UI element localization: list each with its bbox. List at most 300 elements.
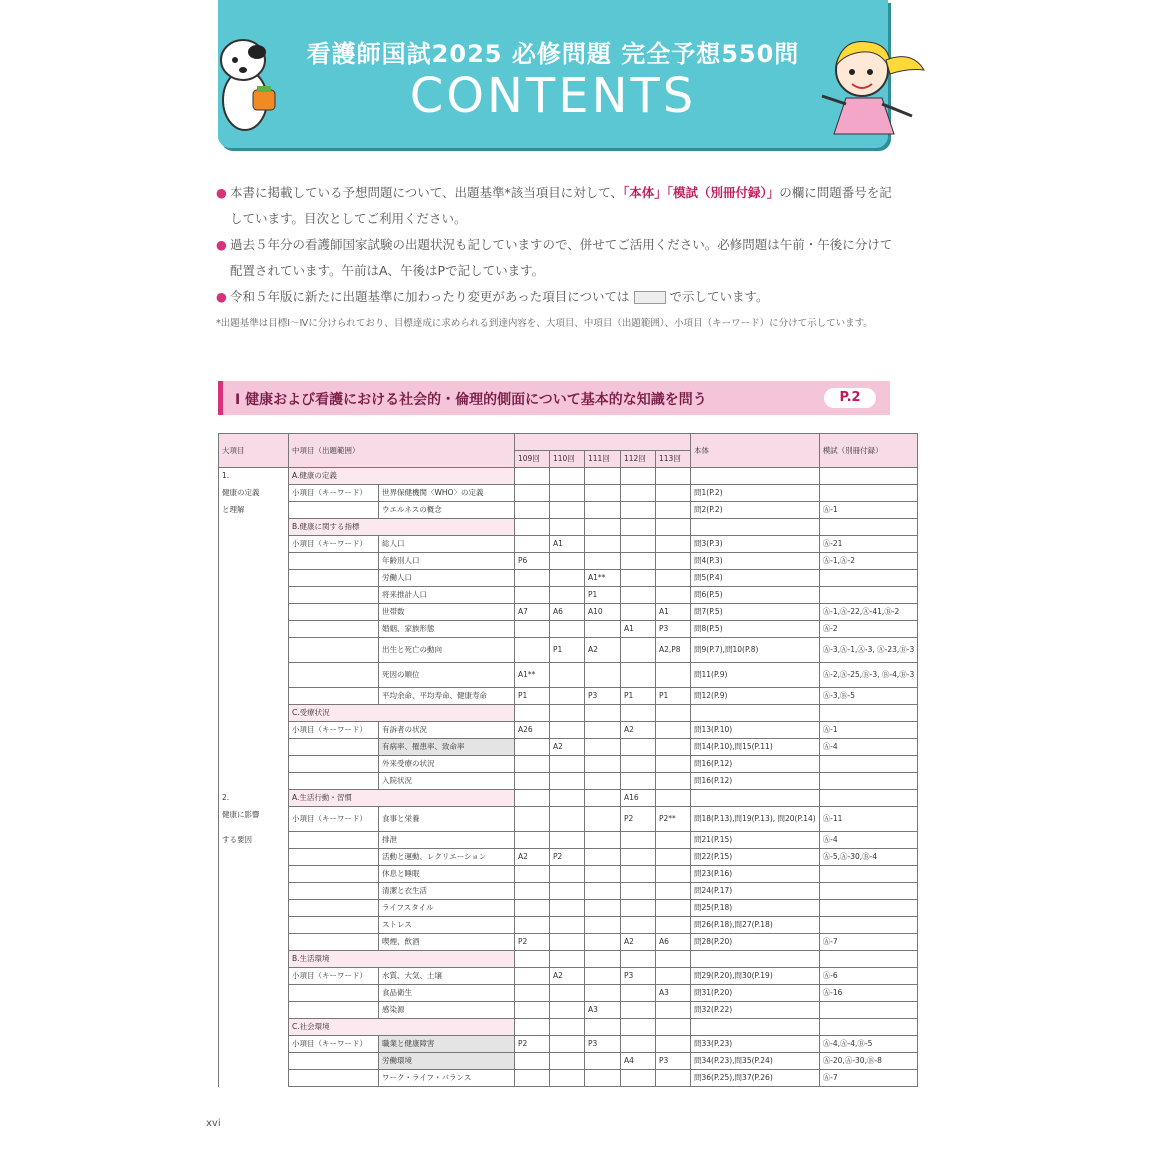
main-cell: 問32(P.22) — [691, 1002, 820, 1019]
mock-cell: Ⓐ-16 — [819, 985, 918, 1002]
keyword-cell — [289, 883, 379, 900]
mock-cell — [819, 951, 918, 968]
small-item-cell: 世界保健機関〈WHO〉の定義 — [379, 485, 515, 502]
year-cell — [515, 832, 550, 849]
keyword-cell — [289, 621, 379, 638]
year-cell — [656, 536, 691, 553]
mock-cell — [819, 790, 918, 807]
mock-cell: Ⓐ-4 — [819, 739, 918, 756]
main-cell: 問36(P.25),問37(P.26) — [691, 1070, 820, 1087]
keyword-cell — [289, 773, 379, 790]
middle-item-cell: C.受療状況 — [289, 705, 515, 722]
col-years-group — [515, 434, 691, 451]
small-item-cell: 労働人口 — [379, 570, 515, 587]
main-cell: 問16(P.12) — [691, 756, 820, 773]
major-cell: 2. — [219, 790, 289, 807]
major-cell — [219, 705, 289, 722]
year-cell — [656, 917, 691, 934]
middle-item-cell: A.生活行動・習慣 — [289, 790, 515, 807]
year-cell — [515, 587, 550, 604]
keyword-cell — [289, 756, 379, 773]
year-cell — [656, 1070, 691, 1087]
year-cell — [656, 1002, 691, 1019]
table-row — [219, 638, 918, 663]
year-cell: P3 — [585, 688, 621, 705]
year-cell — [656, 866, 691, 883]
year-cell: P1 — [515, 688, 550, 705]
major-cell — [219, 934, 289, 951]
main-cell: 問12(P.9) — [691, 688, 820, 705]
year-cell: A2 — [621, 934, 656, 951]
mock-cell — [819, 756, 918, 773]
small-item-cell: 総人口 — [379, 536, 515, 553]
year-cell — [656, 739, 691, 756]
year-cell — [550, 688, 585, 705]
small-item-cell: 有病率、罹患率、致命率 — [379, 739, 515, 756]
year-cell — [585, 951, 621, 968]
book-title: 看護師国試2025 必修問題 完全予想550問 — [306, 40, 800, 68]
keyword-cell: 小項目（キーワード） — [289, 807, 379, 832]
col-mock: 模試（別冊付録） — [819, 434, 918, 468]
year-cell — [515, 1053, 550, 1070]
middle-item-cell: B.生活環境 — [289, 951, 515, 968]
mock-cell: Ⓐ-1,Ⓐ-2 — [819, 553, 918, 570]
major-cell — [219, 883, 289, 900]
year-cell: A16 — [621, 790, 656, 807]
mock-cell: Ⓐ-5,Ⓐ-30,Ⓑ-4 — [819, 849, 918, 866]
major-cell — [219, 553, 289, 570]
year-cell — [621, 917, 656, 934]
main-cell — [691, 790, 820, 807]
mock-cell: Ⓐ-7 — [819, 934, 918, 951]
main-cell: 問13(P.10) — [691, 722, 820, 739]
table-section-row — [219, 951, 918, 968]
small-item-cell: ワーク・ライフ・バランス — [379, 1070, 515, 1087]
major-cell — [219, 1002, 289, 1019]
year-cell — [550, 917, 585, 934]
note-text: 本書に掲載している予想問題について、出題基準 — [230, 185, 505, 200]
table-section-row — [219, 1019, 918, 1036]
year-cell: A2,P8 — [656, 638, 691, 663]
year-cell — [621, 739, 656, 756]
small-item-cell: 感染源 — [379, 1002, 515, 1019]
year-cell — [585, 756, 621, 773]
changed-item-marker — [634, 291, 666, 304]
mock-cell: Ⓐ-2 — [819, 621, 918, 638]
small-item-cell: ライフスタイル — [379, 900, 515, 917]
nurse-girl-illustration — [812, 30, 932, 140]
keyword-cell: 小項目（キーワード） — [289, 722, 379, 739]
year-cell — [621, 773, 656, 790]
table-row — [219, 739, 918, 756]
year-cell — [656, 587, 691, 604]
table-row — [219, 570, 918, 587]
year-cell — [621, 536, 656, 553]
year-cell — [550, 985, 585, 1002]
year-cell — [585, 1053, 621, 1070]
year-cell — [550, 468, 585, 485]
small-item-cell: 水質、大気、土壌 — [379, 968, 515, 985]
major-cell — [219, 1036, 289, 1053]
main-cell: 問3(P.3) — [691, 536, 820, 553]
table-row — [219, 985, 918, 1002]
year-cell — [621, 604, 656, 621]
year-cell — [585, 917, 621, 934]
table-row — [219, 900, 918, 917]
main-cell — [691, 705, 820, 722]
year-cell: P2 — [621, 807, 656, 832]
year-cell — [585, 900, 621, 917]
year-cell — [656, 705, 691, 722]
year-cell — [621, 663, 656, 688]
mock-cell: Ⓐ-3,Ⓑ-5 — [819, 688, 918, 705]
year-cell — [550, 790, 585, 807]
table-row — [219, 832, 918, 849]
mock-cell — [819, 917, 918, 934]
year-cell — [515, 739, 550, 756]
major-cell — [219, 688, 289, 705]
mock-cell — [819, 1019, 918, 1036]
year-cell — [621, 485, 656, 502]
year-cell — [585, 519, 621, 536]
table-row — [219, 502, 918, 519]
note-text: 令和５年版に新たに出題基準に加わったり変更があった項目については — [230, 289, 630, 304]
year-cell — [621, 638, 656, 663]
year-cell — [621, 1036, 656, 1053]
year-cell — [515, 705, 550, 722]
table-section-row — [219, 790, 918, 807]
major-cell — [219, 621, 289, 638]
main-cell: 問18(P.13),問19(P.13), 問20(P.14) — [691, 807, 820, 832]
year-cell — [550, 570, 585, 587]
mock-cell: Ⓐ-1 — [819, 502, 918, 519]
year-cell: P1 — [621, 688, 656, 705]
year-cell: A10 — [585, 604, 621, 621]
table-body — [219, 468, 918, 1087]
table-row — [219, 866, 918, 883]
year-cell: A4 — [621, 1053, 656, 1070]
year-cell — [550, 807, 585, 832]
year-cell — [550, 1019, 585, 1036]
keyword-cell — [289, 570, 379, 587]
year-cell — [656, 485, 691, 502]
year-cell: A2 — [515, 849, 550, 866]
year-cell — [656, 722, 691, 739]
table-row — [219, 621, 918, 638]
major-cell — [219, 638, 289, 663]
mock-cell — [819, 1002, 918, 1019]
year-cell — [621, 705, 656, 722]
year-cell — [585, 968, 621, 985]
major-cell: する要因 — [219, 832, 289, 849]
year-cell: P2** — [656, 807, 691, 832]
year-cell — [621, 832, 656, 849]
year-cell — [515, 570, 550, 587]
table-row — [219, 553, 918, 570]
keyword-cell — [289, 900, 379, 917]
table-row — [219, 917, 918, 934]
mock-cell: Ⓐ-3,Ⓐ-1,Ⓐ-3, Ⓐ-23,Ⓑ-3 — [819, 638, 918, 663]
major-cell — [219, 968, 289, 985]
main-cell: 問16(P.12) — [691, 773, 820, 790]
year-cell — [621, 756, 656, 773]
mock-cell — [819, 570, 918, 587]
small-item-cell: 世帯数 — [379, 604, 515, 621]
page-number: xvi — [206, 1118, 221, 1129]
keyword-cell — [289, 1053, 379, 1070]
small-item-cell: 将来推計人口 — [379, 587, 515, 604]
year-cell — [621, 587, 656, 604]
bullet-icon: ● — [216, 185, 227, 200]
mock-cell: Ⓐ-4,Ⓐ-4,Ⓑ-5 — [819, 1036, 918, 1053]
note-text: 過去５年分の看護師国家試験の出題状況も記していますので、併せてご活用ください。必修問題は午前・午後に分けて配置されています。午前はA、午後はPで記しています。 — [230, 237, 893, 278]
small-item-cell: ストレス — [379, 917, 515, 934]
main-cell: 問14(P.10),問15(P.11) — [691, 739, 820, 756]
year-cell — [656, 790, 691, 807]
main-cell: 問5(P.4) — [691, 570, 820, 587]
year-cell — [515, 883, 550, 900]
small-item-cell: 出生と死亡の動向 — [379, 638, 515, 663]
year-cell — [621, 985, 656, 1002]
col-year: 113回 — [656, 451, 691, 468]
keyword-cell — [289, 934, 379, 951]
small-item-cell: 労働環境 — [379, 1053, 515, 1070]
footnote: *出題基準は目標Ⅰ〜Ⅳに分けられており、目標達成に求められる到達内容を、大項目、中項目（出題範囲）、小項目（キーワード）に分けて示しています。 — [216, 318, 873, 329]
major-cell — [219, 917, 289, 934]
year-cell — [550, 934, 585, 951]
major-cell: 1. — [219, 468, 289, 485]
year-cell — [515, 807, 550, 832]
main-cell — [691, 1019, 820, 1036]
introduction-notes — [216, 180, 896, 310]
col-year: 109回 — [515, 451, 550, 468]
year-cell: A1** — [585, 570, 621, 587]
keyword-cell — [289, 663, 379, 688]
year-cell — [656, 502, 691, 519]
small-item-cell: ウエルネスの概念 — [379, 502, 515, 519]
year-cell — [585, 934, 621, 951]
major-cell — [219, 739, 289, 756]
year-cell — [585, 739, 621, 756]
bullet-icon: ● — [216, 237, 227, 252]
mock-cell — [819, 705, 918, 722]
year-cell — [550, 502, 585, 519]
year-cell: A1 — [656, 604, 691, 621]
keyword-cell: 小項目（キーワード） — [289, 485, 379, 502]
year-cell: A2 — [585, 638, 621, 663]
table-row — [219, 587, 918, 604]
keyword-cell — [289, 638, 379, 663]
main-cell — [691, 468, 820, 485]
col-main: 本体 — [691, 434, 820, 468]
year-cell — [550, 883, 585, 900]
note-text: で示しています。 — [669, 289, 769, 304]
year-cell — [550, 756, 585, 773]
small-item-cell: 平均余命、平均寿命、健康寿命 — [379, 688, 515, 705]
year-cell — [621, 951, 656, 968]
year-cell — [621, 1070, 656, 1087]
year-cell — [515, 917, 550, 934]
year-cell — [515, 866, 550, 883]
year-cell — [585, 502, 621, 519]
mock-cell: Ⓐ-6 — [819, 968, 918, 985]
table-row — [219, 1053, 918, 1070]
year-cell — [656, 570, 691, 587]
year-cell — [550, 1002, 585, 1019]
year-cell: A1 — [621, 621, 656, 638]
note-highlight: 「本体」「模試（別冊付録）」 — [623, 185, 780, 200]
major-cell — [219, 985, 289, 1002]
note-text: *該当項目に対して、 — [504, 185, 624, 200]
small-item-cell: 喫煙、飲酒 — [379, 934, 515, 951]
mock-cell: Ⓐ-20,Ⓐ-30,Ⓑ-8 — [819, 1053, 918, 1070]
note-item — [216, 180, 896, 232]
main-cell: 問4(P.3) — [691, 553, 820, 570]
year-cell — [656, 468, 691, 485]
year-cell — [656, 849, 691, 866]
year-cell — [515, 900, 550, 917]
year-cell — [550, 1070, 585, 1087]
contents-table — [218, 433, 918, 1087]
year-cell: P1 — [656, 688, 691, 705]
year-cell — [621, 502, 656, 519]
keyword-cell — [289, 917, 379, 934]
table-row — [219, 688, 918, 705]
keyword-cell — [289, 985, 379, 1002]
year-cell — [515, 536, 550, 553]
year-cell — [621, 883, 656, 900]
year-cell — [621, 900, 656, 917]
year-cell — [515, 756, 550, 773]
year-cell — [621, 1019, 656, 1036]
year-cell — [515, 1019, 550, 1036]
small-item-cell: 年齢別人口 — [379, 553, 515, 570]
major-cell — [219, 587, 289, 604]
main-cell — [691, 519, 820, 536]
table-section-row — [219, 468, 918, 485]
year-cell: P2 — [515, 934, 550, 951]
small-item-cell: 外来受療の状況 — [379, 756, 515, 773]
keyword-cell — [289, 832, 379, 849]
year-cell — [515, 951, 550, 968]
year-cell — [550, 900, 585, 917]
year-cell: P1 — [550, 638, 585, 663]
year-cell — [656, 832, 691, 849]
mock-cell: Ⓐ-21 — [819, 536, 918, 553]
year-cell: P1 — [585, 587, 621, 604]
year-cell: A1** — [515, 663, 550, 688]
year-cell — [621, 553, 656, 570]
main-cell: 問26(P.18),問27(P.18) — [691, 917, 820, 934]
main-cell: 問25(P.18) — [691, 900, 820, 917]
year-cell: A2 — [550, 739, 585, 756]
major-cell — [219, 722, 289, 739]
main-cell: 問6(P.5) — [691, 587, 820, 604]
note-item — [216, 284, 896, 310]
mock-cell — [819, 485, 918, 502]
small-item-cell: 清潔と衣生活 — [379, 883, 515, 900]
year-cell — [621, 1002, 656, 1019]
year-cell — [550, 1053, 585, 1070]
main-cell: 問9(P.7),問10(P.8) — [691, 638, 820, 663]
major-cell — [219, 1053, 289, 1070]
mock-cell: Ⓐ-1 — [819, 722, 918, 739]
year-cell — [585, 553, 621, 570]
year-cell — [621, 519, 656, 536]
table-row — [219, 968, 918, 985]
major-cell — [219, 773, 289, 790]
year-cell — [585, 866, 621, 883]
main-cell: 問1(P.2) — [691, 485, 820, 502]
year-cell — [621, 468, 656, 485]
keyword-cell — [289, 587, 379, 604]
year-cell — [550, 832, 585, 849]
year-cell — [656, 519, 691, 536]
major-cell — [219, 570, 289, 587]
year-cell — [515, 519, 550, 536]
year-cell — [515, 968, 550, 985]
table-row — [219, 1002, 918, 1019]
major-cell — [219, 604, 289, 621]
small-item-cell: 排泄 — [379, 832, 515, 849]
table-section-row — [219, 705, 918, 722]
main-cell: 問34(P.23),問35(P.24) — [691, 1053, 820, 1070]
year-cell — [515, 773, 550, 790]
major-cell: と理解 — [219, 502, 289, 519]
year-cell: P2 — [550, 849, 585, 866]
year-cell — [585, 883, 621, 900]
major-cell — [219, 519, 289, 536]
year-cell — [550, 1036, 585, 1053]
major-cell — [219, 900, 289, 917]
year-cell — [550, 866, 585, 883]
middle-item-cell: A.健康の定義 — [289, 468, 515, 485]
table-row — [219, 849, 918, 866]
main-cell: 問29(P.20),問30(P.19) — [691, 968, 820, 985]
year-cell — [585, 790, 621, 807]
year-cell: A3 — [585, 1002, 621, 1019]
year-cell — [585, 705, 621, 722]
keyword-cell — [289, 553, 379, 570]
year-cell — [515, 502, 550, 519]
bullet-icon: ● — [216, 289, 227, 304]
col-year: 112回 — [621, 451, 656, 468]
year-cell — [550, 773, 585, 790]
year-cell: A2 — [621, 722, 656, 739]
middle-item-cell: C.社会環境 — [289, 1019, 515, 1036]
year-cell — [550, 519, 585, 536]
year-cell: P3 — [656, 1053, 691, 1070]
small-item-cell: 有訴者の状況 — [379, 722, 515, 739]
year-cell — [621, 849, 656, 866]
keyword-cell — [289, 1070, 379, 1087]
mock-cell: Ⓐ-7 — [819, 1070, 918, 1087]
small-item-cell: 職業と健康障害 — [379, 1036, 515, 1053]
year-cell — [656, 1036, 691, 1053]
year-cell: A2 — [550, 968, 585, 985]
year-cell — [585, 807, 621, 832]
page-title: CONTENTS — [409, 68, 697, 124]
year-cell — [656, 773, 691, 790]
note-item — [216, 232, 896, 284]
table-row — [219, 485, 918, 502]
year-cell — [585, 621, 621, 638]
year-cell: A3 — [656, 985, 691, 1002]
main-cell — [691, 951, 820, 968]
main-cell: 問28(P.20) — [691, 934, 820, 951]
year-cell: A6 — [656, 934, 691, 951]
year-cell — [515, 1002, 550, 1019]
